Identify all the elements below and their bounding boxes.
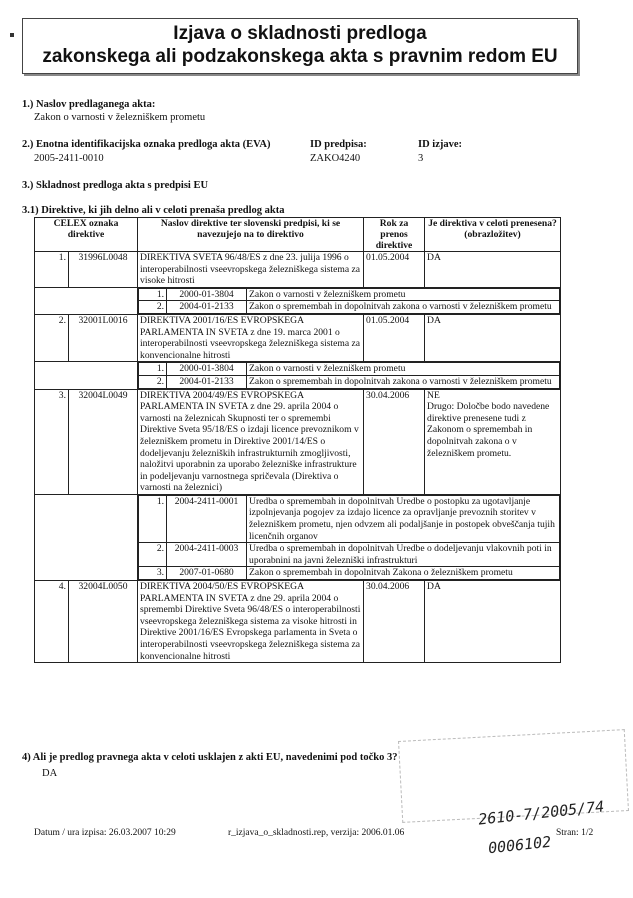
section3-label: 3.) Skladnost predloga akta s predpisi EU [22,180,209,191]
related-act-title: Uredba o spremembah in dopolnitvah Uredbe o postopku za ugotavljanje izpolnjevanja pogojev za izdajo licence za opravljanje prevoznih storitev v železniškem prometu, njen odvzem ali podaljšanje in postopek obveščanja tujih licenčnih organov [247,495,560,542]
celex-code: 32001L0016 [69,314,138,361]
related-act-code: 2004-01-2133 [167,375,247,388]
eva-value: 2005-2411-0010 [34,153,104,164]
related-act-number: 1. [139,363,167,376]
deadline: 30.04.2006 [364,581,425,663]
deadline: 01.05.2004 [364,314,425,361]
sub-spacer [35,494,138,580]
related-act-code: 2000-01-3804 [167,363,247,376]
related-act-code: 2004-2411-0003 [167,543,247,567]
related-act-code: 2004-01-2133 [167,301,247,314]
related-act-row [139,495,560,542]
id-predpisa-label: ID predpisa: [310,139,367,150]
celex-code: 32004L0049 [69,389,138,494]
related-act-title: Zakon o spremembah in dopolnitvah zakona o varnosti v železniškem prometu [247,301,560,314]
related-act-row [139,363,560,376]
table-row [35,581,561,663]
related-act-code: 2000-01-3804 [167,288,247,301]
related-act-code: 2004-2411-0001 [167,495,247,542]
related-acts-cell [138,494,561,580]
footer-report: r_izjava_o_skladnosti.rep, verzija: 2006.01.06 [228,828,405,838]
footer-stran: Stran: 1/2 [556,828,594,838]
related-act-number: 2. [139,375,167,388]
related-acts-cell [138,287,561,314]
related-act-number: 3. [139,567,167,580]
table-row [35,314,561,361]
deadline: 01.05.2004 [364,252,425,288]
scan-mark [10,33,14,37]
title-line-1: Izjava o skladnosti predloga [173,23,427,44]
related-acts-table [138,495,560,580]
celex-code: 32004L0050 [69,581,138,663]
related-act-row [139,301,560,314]
deadline: 30.04.2006 [364,389,425,494]
sub-spacer [35,287,138,314]
related-act-title: Zakon o spremembah in dopolnitvah zakona o varnosti v železniškem prometu [247,375,560,388]
related-acts-table [138,362,560,388]
transposed-status: DA [425,581,561,663]
directive-title: DIREKTIVA 2004/50/ES EVROPSKEGA PARLAMENTA IN SVETA z dne 29. aprila 2004 o spremembi Direktive Sveta 96/48/ES o interoperabilnosti vseevropskega železniškega sistema za visoke hitrosti in Direktive 2001/16/ES Evropskega parlamenta in Sveta o interoperabilnosti vseevropskega železniškega sistema za konvencionalne hitrosti [138,581,364,663]
col-header-celex: CELEX oznaka direktive [35,218,138,252]
sub-row-group [35,494,561,580]
table-header-row [35,218,561,252]
title-line-2: zakonskega ali podzakonskega akta s pravnim redom EU [42,46,558,67]
row-number: 4. [35,581,69,663]
directives-table [34,217,561,663]
transposed-status: DA [425,314,561,361]
related-act-number: 1. [139,288,167,301]
related-act-number: 1. [139,495,167,542]
section1-label: 1.) Naslov predlaganega akta: [22,99,156,110]
col-header-rok: Rok za prenos direktive [364,218,425,252]
related-acts-cell [138,362,561,389]
section4-value: DA [42,768,58,779]
col-header-prenesena: Je direktiva v celoti prenesena? (obrazložitev) [425,218,561,252]
related-act-row [139,375,560,388]
related-act-number: 2. [139,301,167,314]
related-act-row [139,543,560,567]
section4-label: 4) Ali je predlog pravnega akta v celoti usklajen z akti EU, navedenimi pod točko 3? [22,752,398,763]
handwritten-reference: 2610-7/2005/74 [477,797,606,829]
directive-title: DIREKTIVA SVETA 96/48/ES z dne 23. julija 1996 o interoperabilnosti vseevropskega železniškega sistema za visoke hitrosti [138,252,364,288]
section31-label: 3.1) Direktive, ki jih delno ali v celoti prenaša predlog akta [22,205,285,216]
footer-datum: Datum / ura izpisa: 26.03.2007 10:29 [34,828,176,838]
related-act-row [139,567,560,580]
section2-label: 2.) Enotna identifikacijska oznaka predloga akta (EVA) [22,139,271,150]
id-izjave-label: ID izjave: [418,139,463,150]
id-izjave-value: 3 [418,153,424,164]
col-header-naslov: Naslov direktive ter slovenski predpisi, ki se navezujejo na to direktivo [138,218,364,252]
sub-spacer [35,362,138,389]
table-row [35,252,561,288]
related-act-title: Zakon o varnosti v železniškem prometu [247,288,560,301]
transposed-status [425,389,561,494]
directive-title: DIREKTIVA 2001/16/ES EVROPSKEGA PARLAMENTA IN SVETA z dne 19. marca 2001 o interoperabilnosti vseevropskega železniškega sistema za konvencionalne hitrosti [138,314,364,361]
row-number: 1. [35,252,69,288]
section1-value: Zakon o varnosti v železniškem prometu [34,112,206,123]
related-act-number: 2. [139,543,167,567]
table-row [35,389,561,494]
row-number: 2. [35,314,69,361]
directive-title: DIREKTIVA 2004/49/ES EVROPSKEGA PARLAMENTA IN SVETA z dne 29. aprila 2004 o varnosti na železnicah Skupnosti ter o spremembi Direktive Sveta 95/18/ES o izdaji licence prevoznikom v železniškem prometu in Direktive 2001/14/ES o dodeljevanju železniških infrastrukturnih zmogljivosti, naložitvi uporabnin za uporabo železniške infrastrukture in podeljevanju varnostnega spričevala (Direktiva o varnosti na železnici) [138,389,364,494]
transposed-status: DA [425,252,561,288]
sub-row-group [35,362,561,389]
related-act-title: Zakon o spremembah in dopolnitvah Zakona o železniškem prometu [247,567,560,580]
related-act-title: Uredba o spremembah in dopolnitvah Uredbe o dodeljevanju vlakovnih poti in uporabnini na javni železniški infrastrukturi [247,543,560,567]
celex-code: 31996L0048 [69,252,138,288]
transposed-explanation: Drugo: Določbe bodo navedene direktive prenesene tudi z Zakonom o spremembah in dopolnitvah zakona o v železniškem prometu. [427,401,550,459]
related-acts-table [138,288,560,314]
related-act-title: Zakon o varnosti v železniškem prometu [247,363,560,376]
row-number: 3. [35,389,69,494]
title-box [22,18,578,74]
related-act-row [139,288,560,301]
sub-row-group [35,287,561,314]
id-predpisa-value: ZAKO4240 [310,153,361,164]
related-act-code: 2007-01-0680 [167,567,247,580]
handwritten-number: 0006102 [487,832,552,858]
transposed-status-value: NE [427,389,440,401]
